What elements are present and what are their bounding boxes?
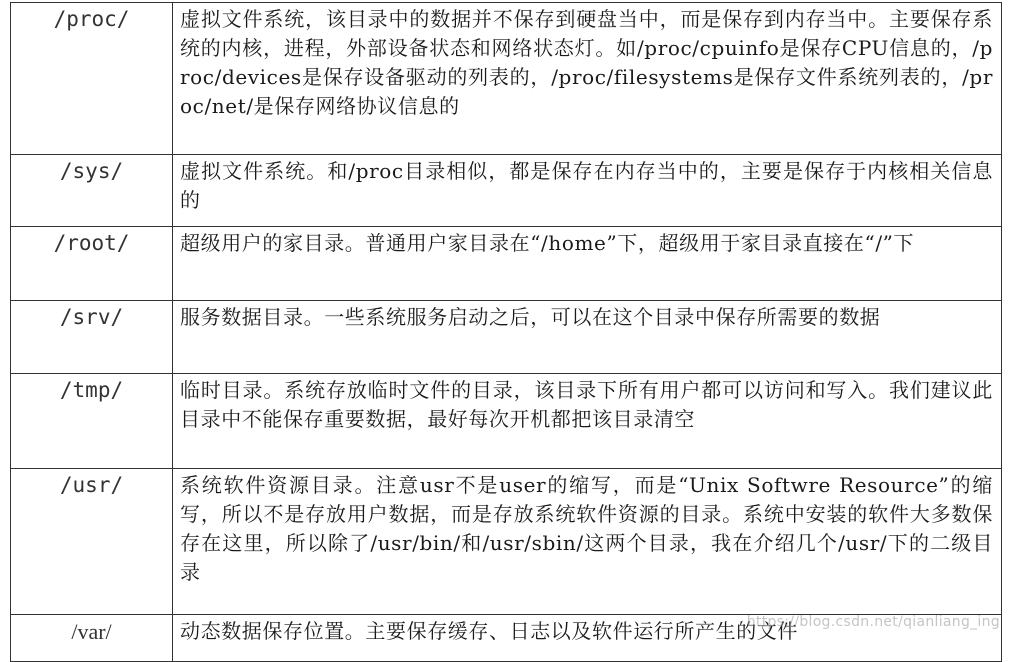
- dir-path-cell: /var/: [11, 615, 173, 662]
- watermark-text: https://blog.csdn.net/qianliang_ing: [746, 614, 1000, 630]
- dir-path-cell: /root/: [11, 227, 173, 301]
- dir-path-cell: /sys/: [11, 155, 173, 227]
- dir-description-text: 临时目录。系统存放临时文件的目录，该目录下所有用户都可以访问和写入。我们建议此目录中不能保存重要数据，最好每次开机都把该目录清空: [180, 378, 993, 431]
- dir-path-cell: /srv/: [11, 301, 173, 374]
- dir-path-cell: /usr/: [11, 469, 173, 615]
- dir-description-text: 虚拟文件系统。和/proc目录相似，都是保存在内存当中的，主要是保存于内核相关信息的: [180, 159, 993, 212]
- dir-description-text: 超级用户的家目录。普通用户家目录在“/home”下，超级用于家目录直接在“/”下: [180, 231, 915, 255]
- dir-description-text: 虚拟文件系统，该目录中的数据并不保存到硬盘当中，而是保存到内存当中。主要保存系统的内核，进程，外部设备状态和网络状态灯。如/proc/cpuinfo是保存CPU信息的，/proc/devices是保存设备驱动的列表的，/proc/filesystems是保存文件系统列表的，/proc/net/是保存网络协议信息的: [180, 7, 993, 118]
- dir-path-cell: /proc/: [11, 3, 173, 155]
- dir-description-cell: [173, 469, 1002, 615]
- table-row: [11, 227, 1002, 301]
- dir-description-cell: [173, 374, 1002, 469]
- dir-description-cell: [173, 227, 1002, 301]
- table-row: [11, 301, 1002, 374]
- dir-description-cell: [173, 155, 1002, 227]
- table-row: [11, 3, 1002, 155]
- dir-description-text: 服务数据目录。一些系统服务启动之后，可以在这个目录中保存所需要的数据: [180, 305, 881, 329]
- table-row: [11, 469, 1002, 615]
- dir-path-cell: /tmp/: [11, 374, 173, 469]
- directory-table: [10, 2, 1002, 662]
- dir-description-cell: [173, 3, 1002, 155]
- directory-table-container: [10, 2, 1002, 644]
- dir-description-text: 系统软件资源目录。注意usr不是user的缩写，而是“Unix Softwre Resource”的缩写，所以不是存放用户数据，而是存放系统软件资源的目录。系统中安装的软件大多数保存在这里，所以除了/usr/bin/和/usr/sbin/这两个目录，我在介绍几个/usr/下的二级目录: [180, 473, 993, 584]
- table-row: [11, 155, 1002, 227]
- dir-description-cell: [173, 301, 1002, 374]
- dir-description-text: 动态数据保存位置。主要保存缓存、日志以及软件运行所产生的文件: [180, 619, 798, 643]
- table-row: [11, 374, 1002, 469]
